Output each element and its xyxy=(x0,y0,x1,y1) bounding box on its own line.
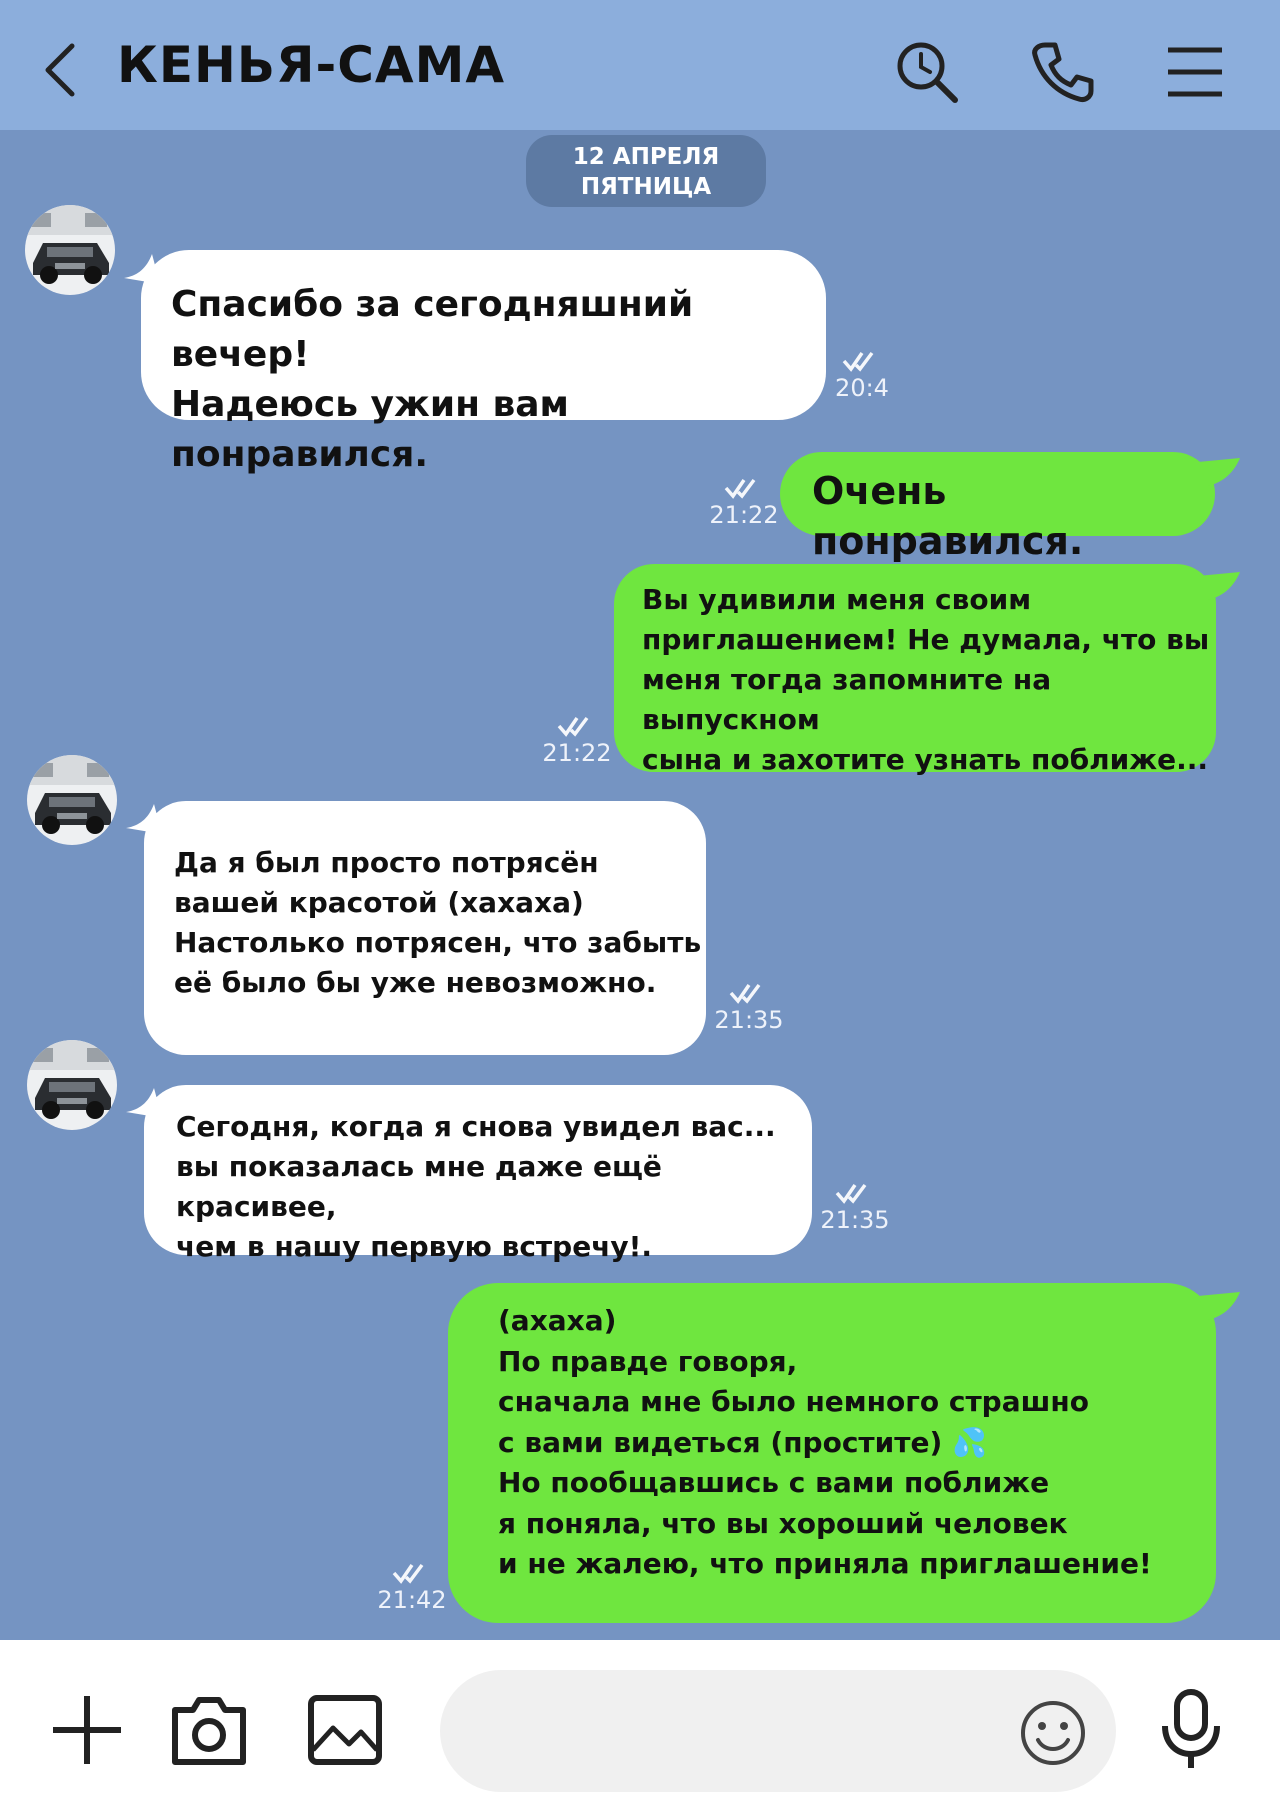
back-button[interactable] xyxy=(30,35,90,105)
emoji-button[interactable] xyxy=(1010,1690,1096,1776)
message-text: Да я был просто потрясён вашей красотой (хахаха) Настолько потрясен, что забыть её было бы уже невозможно. xyxy=(174,846,702,999)
bubble-tail xyxy=(1198,456,1242,496)
contact-avatar[interactable] xyxy=(27,1040,117,1130)
chat-title: КЕНЬЯ-САМА xyxy=(117,36,506,94)
emoji-icon xyxy=(1018,1698,1088,1768)
double-check-icon xyxy=(392,1560,432,1586)
car-avatar-icon xyxy=(27,1040,117,1130)
message-meta xyxy=(709,980,789,1034)
call-button[interactable] xyxy=(1022,32,1102,112)
message-bubble-outgoing[interactable] xyxy=(780,452,1215,563)
double-check-icon xyxy=(835,1180,875,1206)
microphone-icon xyxy=(1159,1688,1223,1772)
double-check-icon xyxy=(557,713,597,739)
date-label: 12 АПРЕЛЯ xyxy=(572,144,720,170)
message-bubble-outgoing[interactable] xyxy=(614,564,1216,776)
contact-avatar[interactable] xyxy=(27,755,117,845)
message-time: 21:22 xyxy=(542,739,612,767)
add-attachment-button[interactable] xyxy=(42,1685,132,1775)
double-check-icon xyxy=(842,348,882,374)
bubble-tail xyxy=(1198,570,1242,610)
menu-button[interactable] xyxy=(1155,32,1235,112)
message-meta xyxy=(372,1560,452,1614)
message-meta xyxy=(537,713,617,767)
message-text: Сегодня, когда я снова увидел вас... вы показалась мне даже ещё красивее, чем в нашу первую встречу!. xyxy=(176,1110,776,1263)
message-time: 21:35 xyxy=(714,1006,784,1034)
bubble-tail xyxy=(1198,1290,1242,1330)
camera-button[interactable] xyxy=(164,1685,254,1775)
message-bubble-incoming[interactable] xyxy=(141,250,826,475)
image-icon xyxy=(307,1694,383,1766)
double-check-icon xyxy=(729,980,769,1006)
message-time: 20:4 xyxy=(835,374,889,402)
message-text: (ахаха) По правде говоря, сначала мне было немного страшно с вами видеться (простите) 💦 Но пообщавшись с вами поближе я поняла, что вы хороший человек и не жалею, что приняла приглашение! xyxy=(498,1304,1152,1580)
message-bubble-incoming[interactable] xyxy=(144,801,706,1055)
message-meta xyxy=(815,1180,895,1234)
double-check-icon xyxy=(724,475,764,501)
plus-icon xyxy=(49,1692,125,1768)
gallery-button[interactable] xyxy=(300,1685,390,1775)
message-bubble-outgoing[interactable] xyxy=(448,1283,1216,1623)
message-meta xyxy=(704,475,784,529)
message-text: Вы удивили меня своим приглашением! Не думала, что вы меня тогда запомните на выпускном сына и захотите узнать поближе... xyxy=(642,583,1210,776)
message-text: Очень понравился. xyxy=(812,469,1084,563)
message-time: 21:42 xyxy=(377,1586,447,1614)
message-time: 21:22 xyxy=(709,501,779,529)
menu-icon xyxy=(1165,44,1225,100)
camera-icon xyxy=(169,1694,249,1766)
contact-avatar[interactable] xyxy=(25,205,115,295)
chevron-left-icon xyxy=(40,40,80,100)
date-divider xyxy=(526,135,766,207)
car-avatar-icon xyxy=(25,205,115,295)
message-bubble-incoming[interactable] xyxy=(144,1085,812,1263)
search-button[interactable] xyxy=(887,32,967,112)
search-icon xyxy=(894,39,960,105)
message-text: Спасибо за сегодняшний вечер! Надеюсь ужин вам понравился. xyxy=(171,284,694,475)
car-avatar-icon xyxy=(27,755,117,845)
microphone-button[interactable] xyxy=(1146,1685,1236,1775)
message-time: 21:35 xyxy=(820,1206,890,1234)
phone-icon xyxy=(1029,39,1095,105)
chat-header xyxy=(0,0,1280,130)
weekday-label: ПЯТНИЦА xyxy=(580,174,712,200)
message-meta xyxy=(822,348,902,402)
